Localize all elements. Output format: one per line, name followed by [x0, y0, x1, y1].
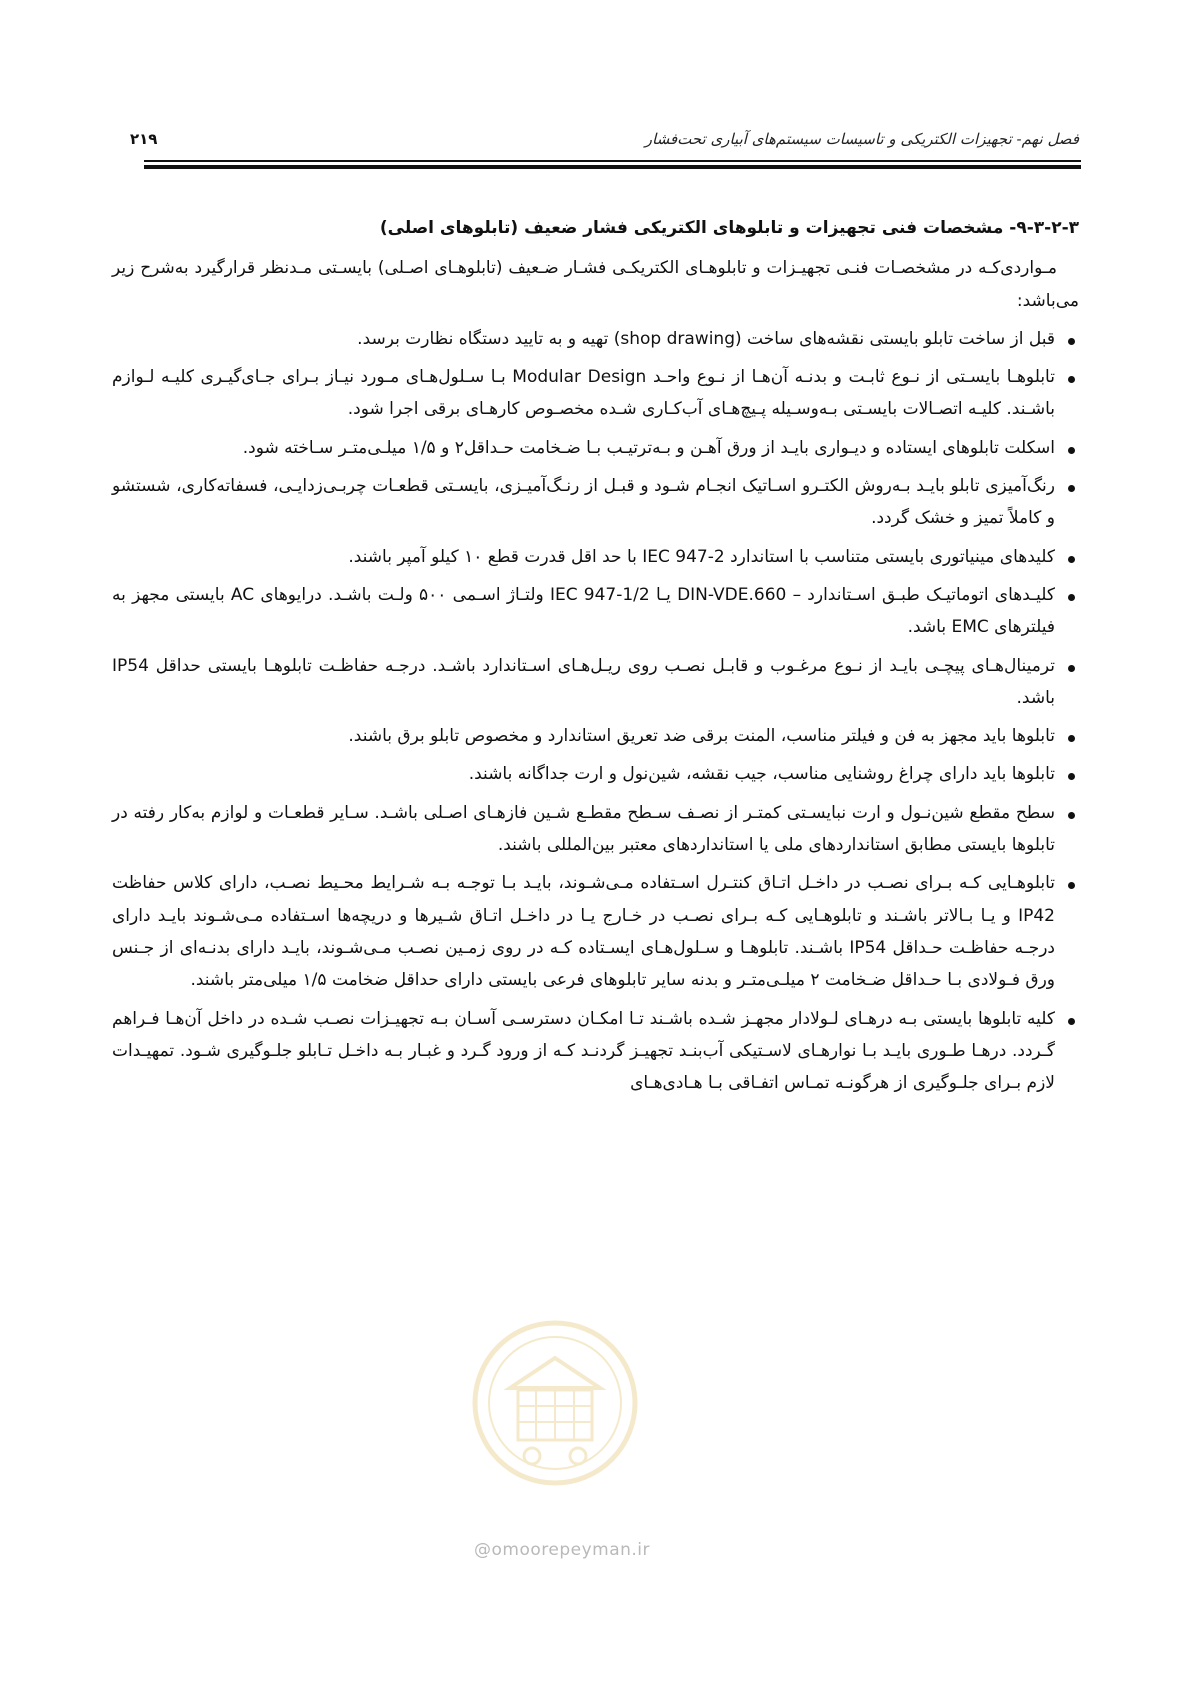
list-item: رنگ‌آمیزی تابلو بایـد بـه‌روش الکتـرو اسـاتیک انجـام شـود و قبـل از رنـگ‌آمیـزی، بایسـتی قطعـات چربـی‌زدایـی، فسفاته‌کاری، شستشو و کاملاً تمیز و خشک گردد. [112, 470, 1079, 535]
list-item: ترمینال‌هـای پیچـی بایـد از نـوع مرغـوب و قابـل نصـب روی ریـل‌هـای اسـتاندارد باشـد. درجـه حفاظـت تابلوهـا بایستی حداقل IP54 باشد. [112, 650, 1079, 715]
header-rule-thin [144, 160, 1081, 162]
list-item: تابلوهـا بایسـتی از نـوع ثابـت و بدنـه آن‌هـا از نـوع واحـد Modular Design بـا سـلول‌هـای مـورد نیـاز بـرای جـای‌گیـری کلیـه لـوازم باشـند. کلیـه اتصـالات بایسـتی بـه‌وسـیله پـیچ‌هـای آب‌کـاری شـده مخصـوص کارهـای برقی اجرا شود. [112, 361, 1079, 426]
list-item: تابلوهـایی کـه بـرای نصـب در داخـل اتـاق کنتـرل اسـتفاده مـی‌شـوند، بایـد بـا توجـه بـه شـرایط محـیط نصـب، دارای کلاس حفاظت IP42 و یـا بـالاتر باشـند و تابلوهـایی کـه بـرای نصـب در خـارج یـا در داخـل اتـاق شـیرها و دریچه‌ها اسـتفاده مـی‌شـوند بایـد دارای درجـه حفاظـت حـداقل IP54 باشـند. تابلوهـا و سـلول‌هـای ایسـتاده کـه در روی زمـین نصـب مـی‌شـوند، بایـد دارای بدنـه‌ای از جـنس ورق فـولادی بـا حـداقل ضـخامت ۲ میلـی‌متـر و بدنه سایر تابلوهای فرعی بایستی دارای حداقل ضخامت ۱/۵ میلی‌متر باشند. [112, 867, 1079, 996]
page-header [130, 128, 1079, 158]
bullet-list [112, 323, 1079, 1100]
list-item: تابلوها باید دارای چراغ روشنایی مناسب، جیب نقشه، شین‌نول و ارت جداگانه باشند. [112, 758, 1079, 790]
list-item: اسکلت تابلوهای ایستاده و دیـواری بایـد از ورق آهـن و بـه‌ترتیـب بـا ضـخامت حـداقل۲ و ۱/۵ میلـی‌متـر سـاخته شود. [112, 432, 1079, 464]
page-number: ۲۱۹ [130, 130, 158, 148]
list-item: کلیه تابلوها بایستی بـه درهـای لـولادار مجهـز شـده باشـند تـا امکـان دسترسـی آسـان بـه تجهیـزات نصـب شـده در داخل آن‌هـا فـراهم گـردد. درهـا طـوری بایـد بـا نوارهـای لاسـتیکی آب‌بنـد تجهیـز گردنـد کـه از ورود گـرد و غبـار بـه داخـل تـابلو جلـوگیری شـود. تمهیـدات لازم بـرای جلـوگیری از هرگونـه تمـاس اتفـاقی بـا هـادی‌هـای [112, 1003, 1079, 1100]
section-heading: ۹-۳-۲-۳- مشخصات فنی تجهیزات و تابلوهای الکتریکی فشار ضعیف (تابلوهای اصلی) [379, 218, 1079, 238]
intro-paragraph: مـواردی‌کـه در مشخصـات فنـی تجهیـزات و تابلوهـای الکتریکـی فشـار ضـعیف (تابلوهـای اصـلی) بایسـتی مـدنظر قرارگیرد به‌شرح زیر می‌باشد: [112, 258, 1079, 311]
watermark-url: @omoorepeyman.ir [474, 1540, 651, 1560]
list-item: قبل از ساخت تابلو بایستی نقشه‌های ساخت (shop drawing) تهیه و به تایید دستگاه نظارت برسد. [112, 323, 1079, 355]
list-item: سطح مقطع شین‌نـول و ارت نبایسـتی کمتـر از نصـف سـطح مقطـع شـین فازهـای اصـلی باشـد. سـایر قطعـات و لوازم به‌کار رفته در تابلوها بایستی مطابق استانداردهای ملی یا استانداردهای معتبر بین‌المللی باشند. [112, 797, 1079, 862]
running-header-title: فصل نهم- تجهیزات الکتریکی و تاسیسات سیستم‌های آبیاری تحت‌فشار [644, 130, 1079, 148]
list-item: تابلوها باید مجهز به فن و فیلتر مناسب، المنت برقی ضد تعریق استاندارد و مخصوص تابلو برق باشند. [112, 720, 1079, 752]
header-rule-thick [144, 165, 1081, 169]
list-item: کلیـدهای اتوماتیـک طبـق اسـتاندارد – DIN-VDE.660 یـا IEC 947-1/2 ولتـاژ اسـمی ۵۰۰ ولـت باشـد. درایوهای AC بایستی مجهز به فیلترهای EMC باشد. [112, 579, 1079, 644]
list-item: کلیدهای مینیاتوری بایستی متناسب با استاندارد IEC 947-2 با حد اقل قدرت قطع ۱۰ کیلو آمپر باشند. [112, 541, 1079, 573]
page-body [112, 212, 1079, 1105]
watermark-seal-icon [470, 1318, 640, 1488]
